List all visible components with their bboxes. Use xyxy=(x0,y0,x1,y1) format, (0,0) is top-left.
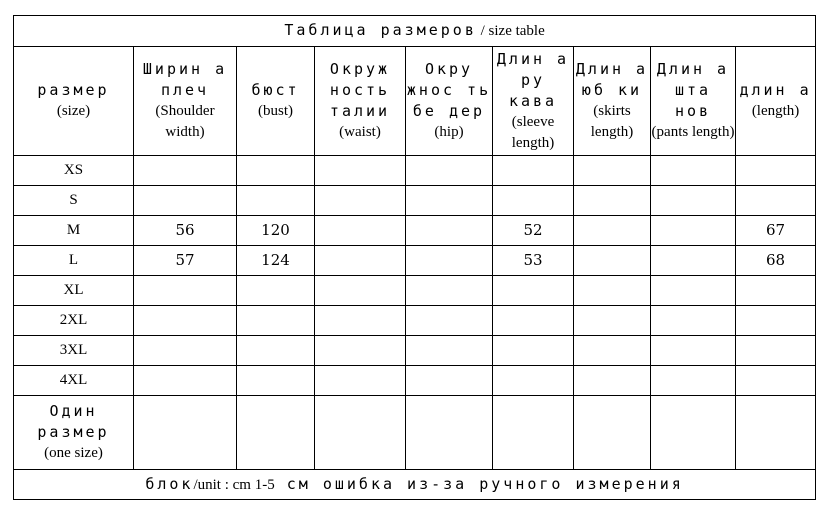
value-cell-waist xyxy=(315,246,406,276)
size-cell: XL xyxy=(14,276,134,306)
value-cell-shoulder xyxy=(134,186,237,216)
value-cell-bust xyxy=(237,306,315,336)
table-cell xyxy=(736,396,816,470)
header-shoulder xyxy=(134,47,237,156)
size-cell: XS xyxy=(14,156,134,186)
value-cell-pants xyxy=(651,276,736,306)
table-row xyxy=(14,366,816,396)
header-size-en: (size) xyxy=(56,103,91,119)
table-row xyxy=(14,156,816,186)
value-cell-skirt xyxy=(574,366,651,396)
header-skirt-ru: Длин а юб ки xyxy=(575,60,649,99)
value-cell-hip xyxy=(406,186,493,216)
value-cell-length xyxy=(736,156,816,186)
header-size-ru: размер xyxy=(37,81,110,99)
value-cell-hip xyxy=(406,366,493,396)
value-cell-skirt xyxy=(574,216,651,246)
size-cell: 3XL xyxy=(14,336,134,366)
header-size xyxy=(14,47,134,156)
value-cell-skirt xyxy=(574,306,651,336)
header-skirt xyxy=(574,47,651,156)
one-size-row xyxy=(14,396,816,470)
header-length-ru: длин а xyxy=(739,81,812,99)
value-cell-hip xyxy=(406,246,493,276)
value-cell-length xyxy=(736,336,816,366)
title-ru: Таблица размеров xyxy=(284,21,477,39)
value-cell-skirt xyxy=(574,336,651,366)
value-cell-waist xyxy=(315,156,406,186)
value-cell-pants xyxy=(651,216,736,246)
value-cell-bust: 124 xyxy=(237,246,315,276)
footer-en: /unit : cm 1-5 xyxy=(193,476,275,493)
size-cell: L xyxy=(14,246,134,276)
one-size-en: (one size) xyxy=(44,445,103,461)
header-bust-ru: бюст xyxy=(251,81,300,99)
value-cell-sleeve: 52 xyxy=(493,216,574,246)
header-waist xyxy=(315,47,406,156)
footer-note xyxy=(14,470,816,500)
table-cell xyxy=(315,396,406,470)
value-cell-waist xyxy=(315,216,406,246)
value-cell-length xyxy=(736,276,816,306)
table-row xyxy=(14,216,816,246)
footer-ru2: см ошибка из-за ручного измерения xyxy=(274,474,684,493)
table-cell xyxy=(134,396,237,470)
header-bust xyxy=(237,47,315,156)
value-cell-shoulder xyxy=(134,336,237,366)
value-cell-pants xyxy=(651,246,736,276)
header-length-en: (length) xyxy=(751,103,800,119)
value-cell-pants xyxy=(651,186,736,216)
value-cell-bust: 120 xyxy=(237,216,315,246)
value-cell-sleeve xyxy=(493,156,574,186)
size-cell: S xyxy=(14,186,134,216)
value-cell-sleeve xyxy=(493,366,574,396)
value-cell-length: 67 xyxy=(736,216,816,246)
footer-row xyxy=(14,470,816,500)
value-cell-pants xyxy=(651,306,736,336)
header-sleeve-en: (sleeve length) xyxy=(511,113,555,151)
value-cell-hip xyxy=(406,336,493,366)
value-cell-shoulder xyxy=(134,276,237,306)
table-cell xyxy=(406,396,493,470)
size-cell: 4XL xyxy=(14,366,134,396)
rows-body xyxy=(14,156,816,396)
value-cell-pants xyxy=(651,156,736,186)
header-skirt-en: (skirts length) xyxy=(590,103,634,140)
value-cell-waist xyxy=(315,306,406,336)
value-cell-waist xyxy=(315,336,406,366)
header-waist-ru: Окруж ность талии xyxy=(329,60,391,120)
title-en: size table xyxy=(488,23,545,39)
value-cell-hip xyxy=(406,156,493,186)
header-shoulder-en: (Shoulder width) xyxy=(155,103,215,140)
header-row xyxy=(14,47,816,156)
value-cell-length xyxy=(736,366,816,396)
one-size-ru: Один размер xyxy=(37,402,110,441)
value-cell-length xyxy=(736,186,816,216)
value-cell-pants xyxy=(651,336,736,366)
value-cell-length xyxy=(736,306,816,336)
table-row xyxy=(14,306,816,336)
value-cell-sleeve xyxy=(493,186,574,216)
value-cell-bust xyxy=(237,366,315,396)
value-cell-waist xyxy=(315,186,406,216)
value-cell-skirt xyxy=(574,186,651,216)
value-cell-sleeve: 53 xyxy=(493,246,574,276)
value-cell-bust xyxy=(237,186,315,216)
header-pants xyxy=(651,47,736,156)
table-row xyxy=(14,336,816,366)
header-shoulder-ru: Ширин а плеч xyxy=(142,60,228,99)
value-cell-skirt xyxy=(574,156,651,186)
size-cell: M xyxy=(14,216,134,246)
table-row xyxy=(14,276,816,306)
table-cell xyxy=(493,396,574,470)
value-cell-bust xyxy=(237,156,315,186)
value-cell-shoulder: 56 xyxy=(134,216,237,246)
value-cell-hip xyxy=(406,276,493,306)
value-cell-shoulder xyxy=(134,306,237,336)
value-cell-shoulder xyxy=(134,366,237,396)
value-cell-waist xyxy=(315,276,406,306)
value-cell-bust xyxy=(237,276,315,306)
header-sleeve-ru: Длин а ру кава xyxy=(496,49,570,110)
value-cell-pants xyxy=(651,366,736,396)
header-sleeve xyxy=(493,47,574,156)
value-cell-sleeve xyxy=(493,336,574,366)
value-cell-sleeve xyxy=(493,306,574,336)
header-bust-en: (bust) xyxy=(258,103,293,119)
size-table xyxy=(13,15,816,500)
table-row xyxy=(14,186,816,216)
table-cell xyxy=(574,396,651,470)
value-cell-waist xyxy=(315,366,406,396)
table-cell xyxy=(651,396,736,470)
header-pants-ru: Длин а шта нов xyxy=(656,60,730,120)
header-waist-en: (waist) xyxy=(339,124,381,140)
table-title xyxy=(14,16,816,47)
title-sep: / xyxy=(476,23,489,39)
footer-ru1: блок xyxy=(145,474,194,493)
value-cell-shoulder: 57 xyxy=(134,246,237,276)
value-cell-length: 68 xyxy=(736,246,816,276)
size-cell: 2XL xyxy=(14,306,134,336)
table-cell xyxy=(237,396,315,470)
header-length xyxy=(736,47,816,156)
value-cell-shoulder xyxy=(134,156,237,186)
value-cell-bust xyxy=(237,336,315,366)
title-row xyxy=(14,16,816,47)
header-hip-ru: Окру жнос ть бе дер xyxy=(406,60,492,120)
header-hip xyxy=(406,47,493,156)
value-cell-hip xyxy=(406,216,493,246)
value-cell-skirt xyxy=(574,276,651,306)
value-cell-sleeve xyxy=(493,276,574,306)
value-cell-skirt xyxy=(574,246,651,276)
table-row xyxy=(14,246,816,276)
one-size-label xyxy=(14,396,134,470)
header-pants-en: (pants length) xyxy=(651,124,735,140)
header-hip-en: (hip) xyxy=(434,124,464,140)
value-cell-hip xyxy=(406,306,493,336)
